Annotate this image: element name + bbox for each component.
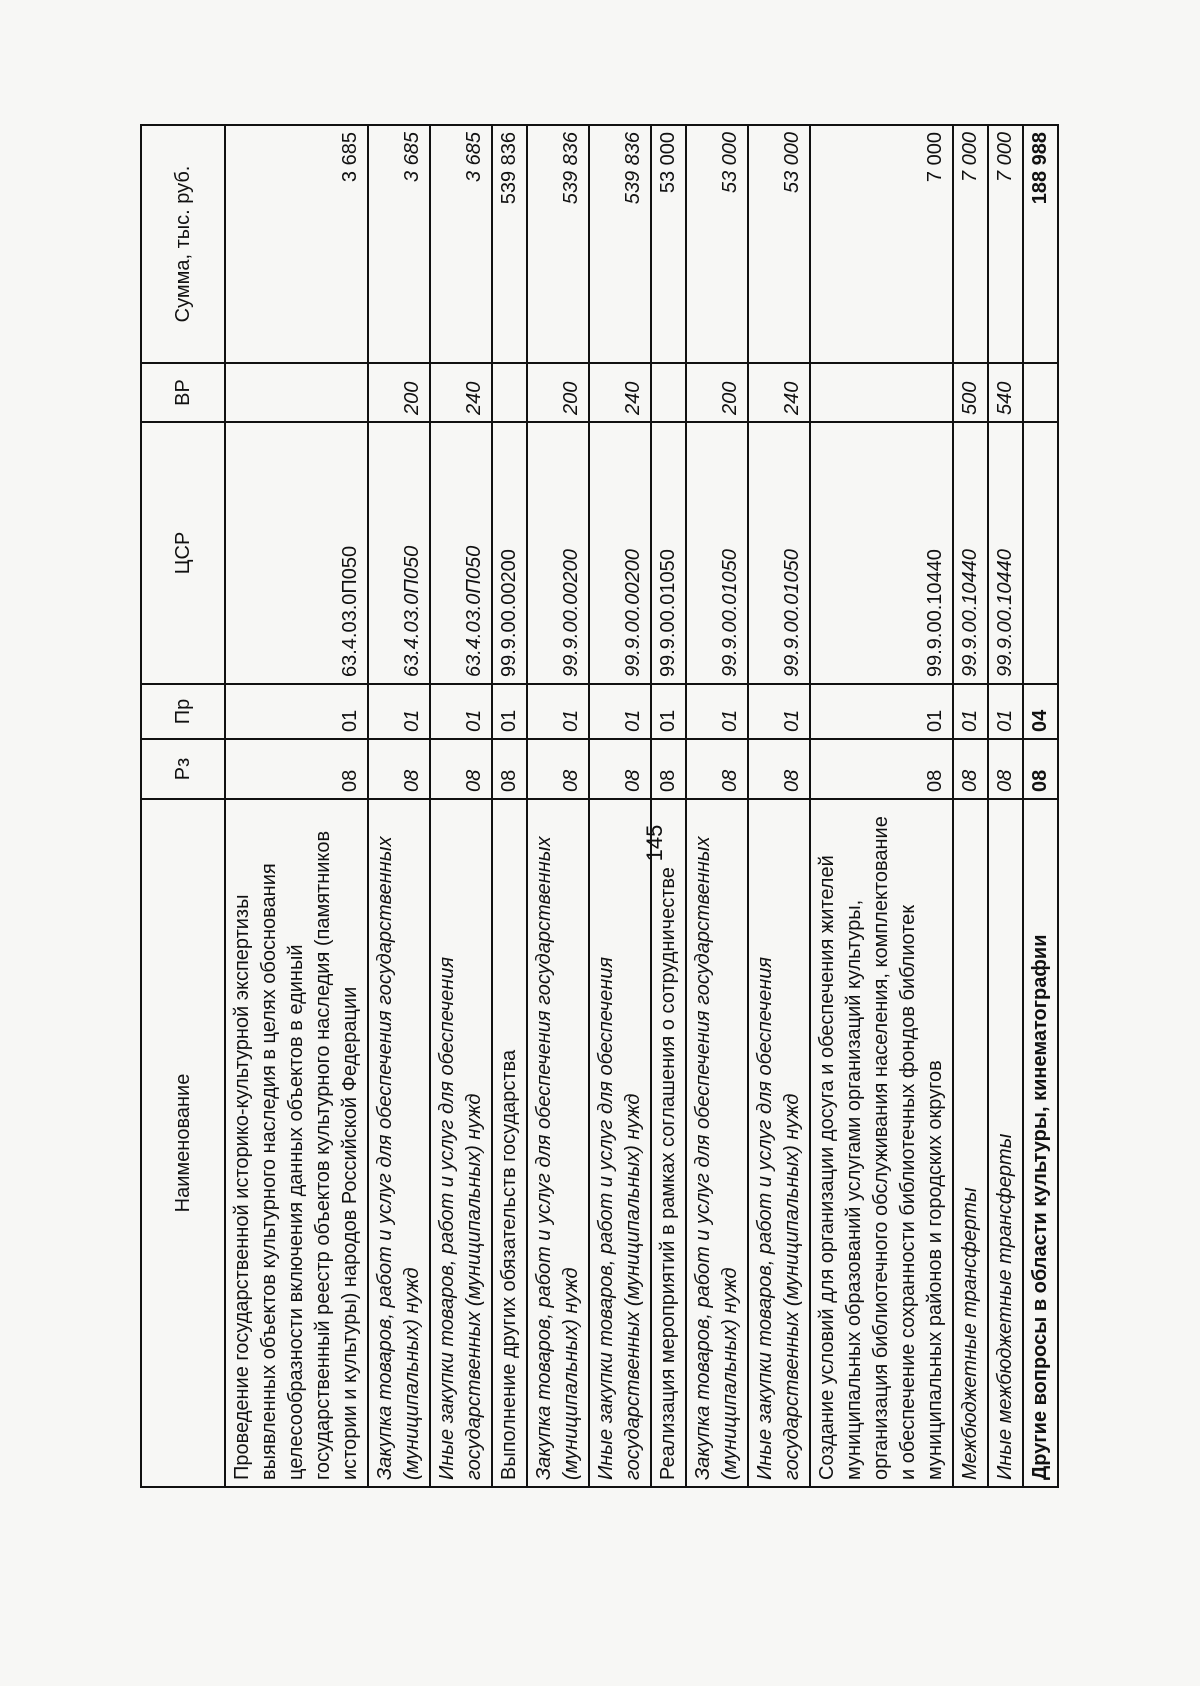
cell-name: Закупка товаров, работ и услуг для обеспечения государственных (муниципальных) нужд (527, 799, 589, 1487)
cell-csr: 99.9.00.10440 (810, 422, 953, 684)
cell-sum: 7 000 (988, 125, 1023, 363)
cell-name: Проведение государственной историко-культурной экспертизы выявленных объектов культурного наследия в целях обоснования целесообразности включения данных объектов в единый государственный реестр объектов культурного наследия (памятников истории и культуры) народов Российской Федерации (225, 799, 368, 1487)
table-row (368, 125, 430, 1487)
cell-rz: 08 (810, 739, 953, 799)
cell-pr: 01 (589, 684, 651, 739)
cell-csr: 99.9.00.01050 (748, 422, 810, 684)
header-pr: Пр (141, 684, 225, 739)
cell-csr: 99.9.00.10440 (988, 422, 1023, 684)
cell-sum: 3 685 (368, 125, 430, 363)
cell-rz: 08 (430, 739, 492, 799)
cell-name: Выполнение других обязательств государства (492, 799, 527, 1487)
table-row (988, 125, 1023, 1487)
cell-rz: 08 (953, 739, 988, 799)
cell-vr (810, 363, 953, 422)
header-name: Наименование (141, 799, 225, 1487)
cell-rz: 08 (651, 739, 686, 799)
cell-rz: 08 (492, 739, 527, 799)
table-row (589, 125, 651, 1487)
cell-rz: 08 (686, 739, 748, 799)
table-row (810, 125, 953, 1487)
cell-sum: 53 000 (651, 125, 686, 363)
cell-name: Межбюджетные трансферты (953, 799, 988, 1487)
cell-name: Закупка товаров, работ и услуг для обеспечения государственных (муниципальных) нужд (368, 799, 430, 1487)
cell-vr: 540 (988, 363, 1023, 422)
cell-name: Иные межбюджетные трансферты (988, 799, 1023, 1487)
cell-rz: 08 (368, 739, 430, 799)
header-rz: Рз (141, 739, 225, 799)
cell-pr: 01 (686, 684, 748, 739)
cell-name: Реализация мероприятий в рамках соглашения о сотрудничестве (651, 799, 686, 1487)
cell-vr: 240 (589, 363, 651, 422)
table-row (748, 125, 810, 1487)
table-row (953, 125, 988, 1487)
table-row (527, 125, 589, 1487)
cell-rz: 08 (1023, 739, 1058, 799)
cell-pr: 01 (651, 684, 686, 739)
cell-sum: 3 685 (430, 125, 492, 363)
cell-sum: 53 000 (686, 125, 748, 363)
table-row (686, 125, 748, 1487)
cell-sum: 3 685 (225, 125, 368, 363)
cell-vr: 200 (527, 363, 589, 422)
table-row (651, 125, 686, 1487)
cell-pr: 01 (368, 684, 430, 739)
cell-name: Создание условий для организации досуга и обеспечения жителей муниципальных образований услугами организаций культуры, организация библиотечного обслуживания населения, комплектование и обеспечение сохранности библиотечных фондов библиотек муниципальных районов и городских округов (810, 799, 953, 1487)
cell-rz: 08 (527, 739, 589, 799)
cell-sum: 53 000 (748, 125, 810, 363)
cell-pr: 01 (810, 684, 953, 739)
table-row (430, 125, 492, 1487)
cell-pr: 01 (527, 684, 589, 739)
cell-csr: 99.9.00.01050 (686, 422, 748, 684)
cell-vr (492, 363, 527, 422)
budget-table (140, 124, 1059, 1488)
cell-sum: 539 836 (492, 125, 527, 363)
cell-pr: 04 (1023, 684, 1058, 739)
cell-sum: 7 000 (953, 125, 988, 363)
cell-csr: 99.9.00.00200 (492, 422, 527, 684)
cell-csr: 63.4.03.0П050 (368, 422, 430, 684)
cell-csr: 99.9.00.10440 (953, 422, 988, 684)
header-vr: ВР (141, 363, 225, 422)
cell-sum: 188 988 (1023, 125, 1058, 363)
cell-vr (1023, 363, 1058, 422)
cell-vr: 500 (953, 363, 988, 422)
cell-name: Иные закупки товаров, работ и услуг для обеспечения государственных (муниципальных) нужд (589, 799, 651, 1487)
cell-csr: 99.9.00.00200 (527, 422, 589, 684)
cell-name: Иные закупки товаров, работ и услуг для обеспечения государственных (муниципальных) нужд (748, 799, 810, 1487)
cell-vr: 240 (748, 363, 810, 422)
page-number: 145 (642, 824, 667, 862)
cell-sum: 539 836 (527, 125, 589, 363)
cell-sum: 7 000 (810, 125, 953, 363)
cell-rz: 08 (589, 739, 651, 799)
table-row (1023, 125, 1058, 1487)
cell-csr (1023, 422, 1058, 684)
cell-vr: 200 (368, 363, 430, 422)
table-row (492, 125, 527, 1487)
cell-pr: 01 (430, 684, 492, 739)
cell-vr: 240 (430, 363, 492, 422)
cell-vr (225, 363, 368, 422)
cell-csr: 99.9.00.00200 (589, 422, 651, 684)
cell-name: Закупка товаров, работ и услуг для обеспечения государственных (муниципальных) нужд (686, 799, 748, 1487)
cell-pr: 01 (492, 684, 527, 739)
cell-csr: 63.4.03.0П050 (430, 422, 492, 684)
cell-rz: 08 (988, 739, 1023, 799)
cell-vr (651, 363, 686, 422)
cell-vr: 200 (686, 363, 748, 422)
cell-csr: 99.9.00.01050 (651, 422, 686, 684)
table-header-row (141, 125, 225, 1487)
cell-csr: 63.4.03.0П050 (225, 422, 368, 684)
header-sum: Сумма, тыс. руб. (141, 125, 225, 363)
cell-pr: 01 (748, 684, 810, 739)
cell-pr: 01 (988, 684, 1023, 739)
cell-name: Иные закупки товаров, работ и услуг для обеспечения государственных (муниципальных) нужд (430, 799, 492, 1487)
header-csr: ЦСР (141, 422, 225, 684)
cell-pr: 01 (953, 684, 988, 739)
cell-rz: 08 (748, 739, 810, 799)
cell-rz: 08 (225, 739, 368, 799)
rotated-table-container (140, 126, 1058, 1488)
cell-sum: 539 836 (589, 125, 651, 363)
cell-name: Другие вопросы в области культуры, кинематографии (1023, 799, 1058, 1487)
cell-pr: 01 (225, 684, 368, 739)
table-row (225, 125, 368, 1487)
